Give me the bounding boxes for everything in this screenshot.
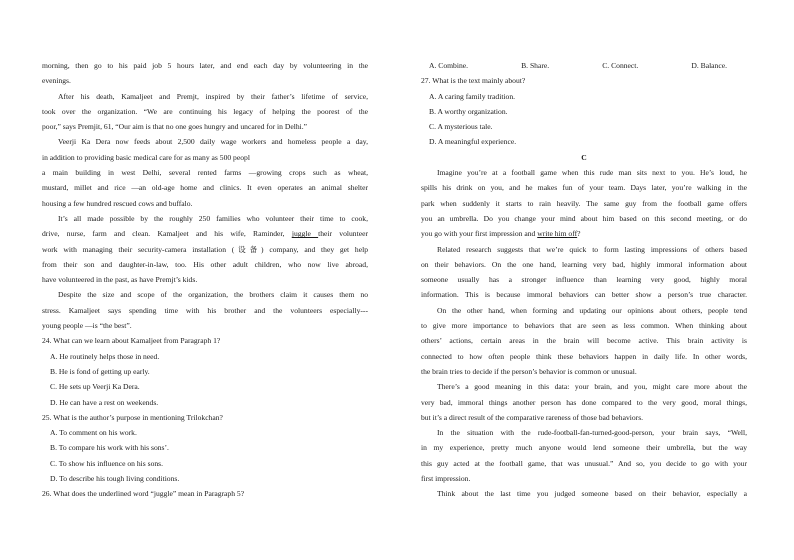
left_column-line: evenings. [42,76,71,86]
option-b: B. Share. [521,61,550,70]
right_column-line: this guy acted at the football game, that was unusual.” And so, you decide to go with your [421,458,747,468]
left_column-line: D. To describe his tough living conditions. [50,474,180,484]
left_column-line: young people —is “the best”. [42,321,132,331]
left_column-line: morning, then go to his paid job 5 hours later, and end each day by volunteering in the [42,61,368,70]
right_column-line: On the other hand, when forming and updating our opinions about others, people tend [437,305,747,315]
left_column-line: work with managing their security-camera installation (设备) company, and they get help [42,244,368,254]
left_column-line: C. He sets up Veerji Ka Dera. [50,382,140,392]
right_column-line: C. A mysterious tale. [429,122,493,132]
right_column-line: park when suddenly it starts to rain heavily. The same guy from the football game offers [421,198,747,208]
option-d: D. Balance. [691,61,727,70]
left_column-line: from their son and daughter-in-law, too. His other adult children, who now live abroad, [42,259,368,269]
left_column-line: A. To comment on his work. [50,428,137,438]
question-26-options [421,58,747,73]
right_column-line: you an umbrella. Do you change your mind about him based on this second meeting, or do [421,213,747,223]
right_column-line: but it’s a direct result of the comparative rareness of those bad behaviors. [421,412,644,422]
left_column-line: After his death, Kamaljeet and Premjt, inspired by their father’s lifetime of service, [58,91,368,101]
left_column-line: have volunteered in the past, as have Premjt’s kids. [42,275,198,285]
left_column-line: A. He routinely helps those in need. [50,351,160,361]
right_column-line: information. This is because immoral behaviors can better show a person’s true character. [421,290,747,300]
left_column-line: 25. What is the author’s purpose in mentioning Trilokchan? [42,412,223,422]
right_column-line: There’s a good meaning in this data: your brain, and you, might care more about the [437,382,747,392]
left_column-line: mustard, millet and rice —an old-age home and clinics. It even operates an animal shelter [42,183,368,193]
right_column-line: the brain tries to decide if the person’s behavior is common or unusual. [421,366,637,376]
right_column-line: Imagine you’re at a football game when this rude man sits next to you. He’s loud, he [437,168,747,178]
left_column-line: C. To show his influence on his sons. [50,458,164,468]
right-column [421,58,747,502]
option-c: C. Connect. [602,61,639,70]
right_column-line: spills his drink on you, and he makes fun of your team. Days later, you’re walking in the [421,183,747,193]
left_column-line: Despite the size and scope of the organization, the brothers claim it causes them no [58,290,368,300]
right_column-line: In the situation with the rude-football-fan-turned-good-person, your brain says, “Well, [437,428,747,438]
right_column-line: Related research suggests that we’re quick to form lasting impressions of others based [437,244,747,254]
left_column-line: drive, nurse, farm and clean. Kamaljeet and his wife, Raminder, juggle their volunteer [42,229,368,239]
left_column-line: took over the organization. “We are continuing his legacy of helping the poorest of the [42,106,368,116]
left_column-line: poor,” says Premjit, 61, “Our aim is that no one goes hungry and uncared for in Delhi.” [42,122,307,132]
left_column-line: Veerji Ka Dera now feeds about 2,500 daily wage workers and homeless people a day, [58,137,368,147]
left_column-line: stress. Kamaljeet says spending time with his brother and the volunteers especially--- [42,305,368,315]
left_column-line: B. He is fond of getting up early. [50,366,150,376]
right_column-line: to give more importance to behaviors that are seen as less common. When thinking about [421,321,747,331]
left_column-line: It’s all made possible by the roughly 250 families who volunteer their time to cook, [58,213,368,223]
right_column-line: on their behaviors. On the one hand, learning very bad, highly immoral information about [421,259,747,269]
right_column-line: connected to how often people think these behaviors happen in daily life. In other words, [421,351,747,361]
left-column [42,58,368,502]
right_column-line: C [581,152,587,162]
right_column-line: someone usually has a stronger influence than learning very good, highly moral [421,275,747,285]
left_column-line: 24. What can we learn about Kamaljeet from Paragraph 1? [42,336,221,346]
left_column-line: a main building in west Delhi, several rented farms —growing crops such as wheat, [42,168,368,178]
right_column-line: 27. What is the text mainly about? [421,76,526,86]
right_column-line: Think about the last time you judged someone based on their behavior, especially a [437,489,747,499]
left_column-line: in addition to providing basic medical care for as many as 500 peopl [42,152,250,162]
left_column-line: housing a few hundred rescued cows and buffalo. [42,198,193,208]
right_column-line: others’ actions, certain areas in the brain will become active. This brain activity is [421,336,747,346]
right_column-line: very bad, immoral things another person has done compared to the very good, moral things, [421,397,747,407]
option-a: A. Combine. [429,61,469,70]
right_column-line: B. A worthy organization. [429,106,508,116]
right_column-line: A. A caring family tradition. [429,91,516,101]
right_column-line: first impression. [421,474,471,484]
right_column-line: D. A meaningful experience. [429,137,517,147]
right_column-line: you go with your first impression and write him off? [421,229,581,239]
left_column-line: D. He can have a rest on weekends. [50,397,159,407]
left_column-line: 26. What does the underlined word “juggle” mean in Paragraph 5? [42,489,245,499]
left_column-line: B. To compare his work with his sons’. [50,443,169,453]
right_column-line: in my experience, pretty much anyone would lend someone their umbrella, but the way [421,443,747,453]
